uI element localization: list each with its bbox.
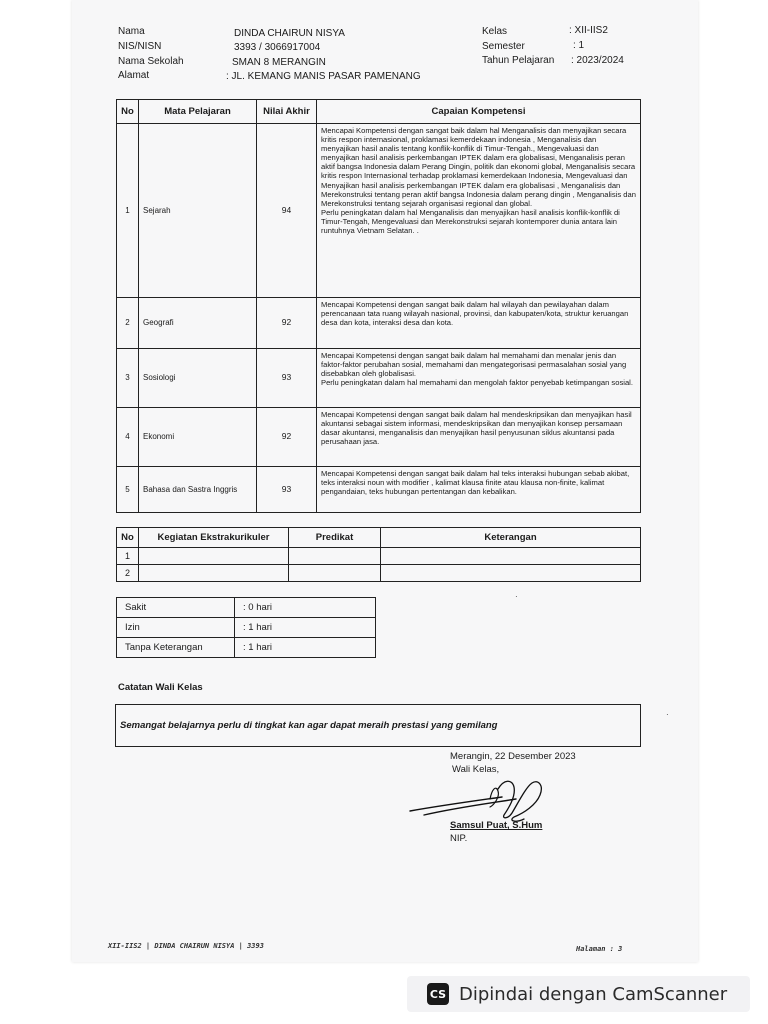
grades-table [116, 99, 641, 513]
signer-role: Wali Kelas, [452, 764, 500, 775]
row-predicate [289, 565, 381, 582]
camscanner-logo: CS [427, 983, 449, 1005]
row-competency [317, 349, 641, 408]
improvement-text: Perlu peningkatan dalam hal memahami dan mengolah faktor penyebab ketimpangan sosial. [321, 378, 633, 388]
table-row [117, 618, 376, 638]
place-date: Merangin, 22 Desember 2023 [450, 751, 576, 762]
competency-text: Mencapai Kompetensi dengan sangat baik dalam hal wilayah dan pewilayahan dalam perencanaan tata ruang wilayah nasional, provinsi, dan kabupaten/kota, struktur keruangan desa dan kota, interaksi desa dan kota. [321, 300, 629, 328]
table-row [117, 298, 641, 349]
improvement-text: Perlu peningkatan dalam hal Menganalisis dan menyajikan hasil analisis konflik-konflik di Timur-Tengah, Mengevaluasi dan Merekonstruksi sejarah kontemporer dunia antara lain runtuhnya Vietnam Selatan. . [321, 207, 620, 236]
signer-nip: NIP. [450, 833, 468, 844]
attendance-label: Sakit [117, 598, 235, 618]
alamat-value: : JL. KEMANG MANIS PASAR PAMENANG [226, 71, 421, 82]
nama-value: DINDA CHAIRUN NISYA [234, 28, 345, 39]
competency-text: Mencapai Kompetensi dengan sangat baik dalam hal teks interaksi hubungan sebab akibat, teks interaksi noun with modifier , kalimat klausa finite atau klausa non-finite, kalimat pengandaian, teks hubungan pertentangan dan kebalikan. [321, 469, 630, 497]
row-subject: Bahasa dan Sastra Inggris [139, 467, 257, 513]
row-activity [139, 548, 289, 565]
table-row [117, 408, 641, 467]
attendance-label: Tanpa Keterangan [117, 638, 235, 658]
semester-label: Semester [482, 41, 525, 52]
nama-label: Nama [118, 26, 145, 37]
camscanner-watermark [407, 976, 750, 1012]
row-subject: Ekonomi [139, 408, 257, 467]
homeroom-note-box [115, 704, 641, 747]
attendance-value: : 1 hari [235, 638, 376, 658]
attendance-value: : 1 hari [235, 618, 376, 638]
scan-speck: · [515, 592, 518, 601]
table-row [117, 548, 641, 565]
row-no: 2 [117, 565, 139, 582]
header-no: No [117, 528, 139, 548]
row-note [381, 548, 641, 565]
competency-text: Mencapai Kompetensi dengan sangat baik dalam hal memahami dan menalar jenis dan faktor-faktor perubahan sosial, memahami dan mengategorisasi permasalahan sosial yang disebabkan oleh globalisasi. [321, 351, 627, 379]
attendance-value: : 0 hari [235, 598, 376, 618]
row-competency [317, 124, 641, 298]
table-row [117, 565, 641, 582]
competency-text: Mencapai Kompetensi dengan sangat baik dalam hal mendeskripsikan dan menyajikan hasil akuntansi sebagai sistem informasi, mendeskripsikan dan menyajikan konsep persamaan dasar akuntansi, menganalisis dan menyajikan hasil penyusunan siklus akuntansi pada perusahaan jasa. [321, 410, 632, 447]
page-footer-left: XII-IIS2 | DINDA CHAIRUN NISYA | 3393 [108, 942, 264, 950]
nisn-label: NIS/NISN [118, 41, 162, 52]
table-row [117, 124, 641, 298]
header-value: Nilai Akhir [257, 100, 317, 124]
signer-name: Samsul Puat, S.Hum [450, 820, 543, 831]
tahun-label: Tahun Pelajaran [482, 55, 555, 66]
header-subject: Mata Pelajaran [139, 100, 257, 124]
scan-speck: · [666, 710, 669, 719]
row-subject: Sejarah [139, 124, 257, 298]
attendance-label: Izin [117, 618, 235, 638]
alamat-label: Alamat [118, 70, 150, 81]
table-row [117, 349, 641, 408]
header-competency: Capaian Kompetensi [317, 100, 641, 124]
row-value: 92 [257, 298, 317, 349]
row-no: 4 [117, 408, 139, 467]
row-no: 3 [117, 349, 139, 408]
kelas-label: Kelas [482, 26, 508, 37]
extracurricular-table [116, 527, 641, 582]
row-competency [317, 467, 641, 513]
extracurricular-header-row [117, 528, 641, 548]
tahun-value: : 2023/2024 [571, 55, 624, 66]
row-no: 5 [117, 467, 139, 513]
competency-text: Mencapai Kompetensi dengan sangat baik dalam hal Menganalisis dan menyajikan secara kritis respon internasional, proklamasi kemerdekaan indonesia , Menganalisis dan menyajikan hasil analis tentang konflik-konflik di Timur-Tengah., Mengevaluasi dan menyajikan hasil analisis perkembangan IPTEK dalam era globalisasi, Menganalisis peran aktif bangsa Indonesia dalam Perang Dingin, politik dan ekonomi global, Menganalisis secara kritis respon Internasional terhadap proklamasi kemerdekaan Indonesia, Mengevaluasi dan Menyajikan hasil analisis perkembangan IPTEK dalam era globalisasi , Menganalisis dan Merekonstruksi tentang peran aktif bangsa Indonesia dalam perang dingin , Menganalisis dan Merekonstruksi tentang sejarah organisasi regional dan global. [321, 126, 636, 208]
homeroom-note: Semangat belajarnya perlu di tingkat kan agar dapat meraih prestasi yang gemilang [120, 720, 498, 731]
row-note [381, 565, 641, 582]
camscanner-text: Dipindai dengan CamScanner [459, 983, 728, 1005]
row-subject: Sosiologi [139, 349, 257, 408]
header-no: No [117, 100, 139, 124]
page-footer-right: Halaman : 3 [576, 945, 623, 953]
attendance-table [116, 597, 376, 658]
table-row [117, 598, 376, 618]
row-value: 93 [257, 349, 317, 408]
table-row [117, 638, 376, 658]
row-value: 92 [257, 408, 317, 467]
sekolah-value: SMAN 8 MERANGIN [232, 57, 326, 68]
row-predicate [289, 548, 381, 565]
row-value: 93 [257, 467, 317, 513]
kelas-value: : XII-IIS2 [569, 25, 608, 36]
header-predicate: Predikat [289, 528, 381, 548]
header-note: Keterangan [381, 528, 641, 548]
nisn-value: 3393 / 3066917004 [234, 42, 321, 53]
row-no: 2 [117, 298, 139, 349]
semester-value: : 1 [573, 40, 585, 51]
header-activity: Kegiatan Ekstrakurikuler [139, 528, 289, 548]
sekolah-label: Nama Sekolah [118, 56, 184, 67]
homeroom-title: Catatan Wali Kelas [118, 682, 203, 693]
grades-header-row [117, 100, 641, 124]
table-row [117, 467, 641, 513]
row-competency [317, 298, 641, 349]
row-activity [139, 565, 289, 582]
row-no: 1 [117, 124, 139, 298]
row-competency [317, 408, 641, 467]
row-value: 94 [257, 124, 317, 298]
row-no: 1 [117, 548, 139, 565]
row-subject: Geografi [139, 298, 257, 349]
